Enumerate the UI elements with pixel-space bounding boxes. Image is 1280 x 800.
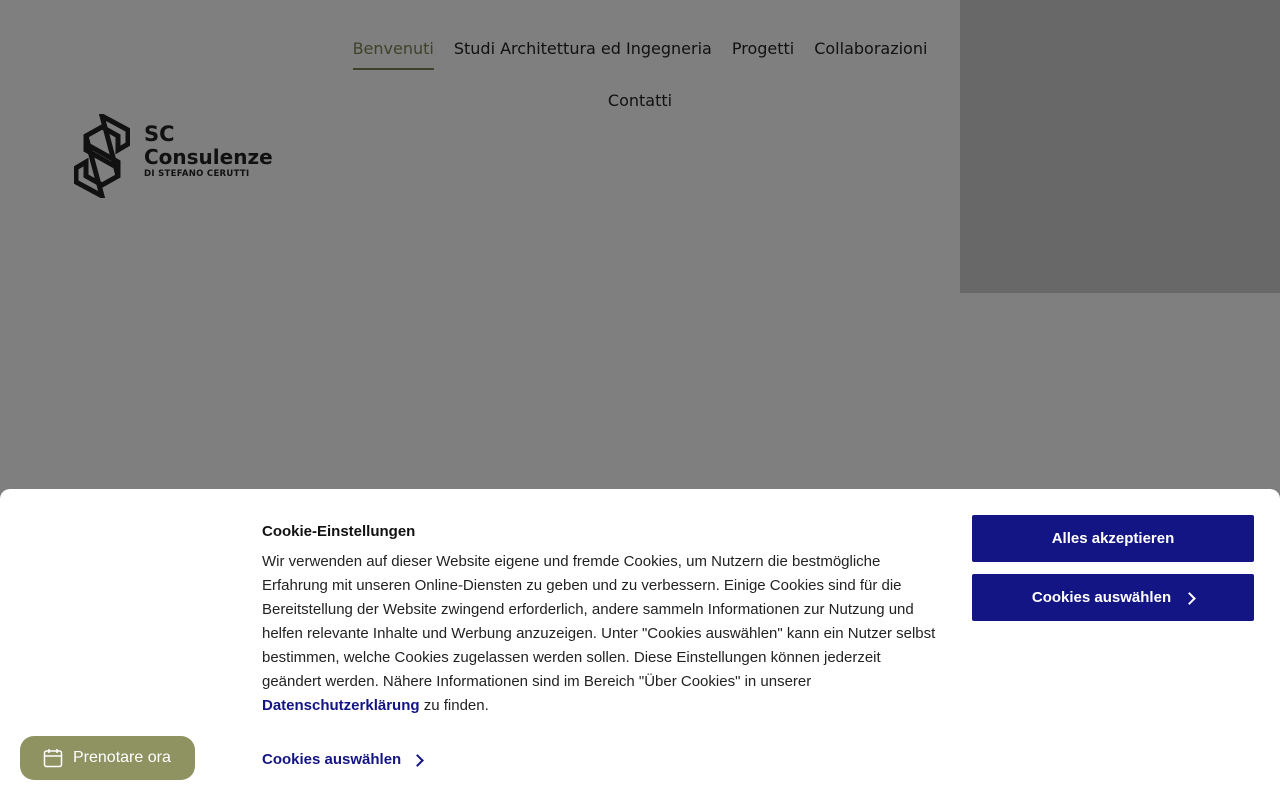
chevron-right-icon: [411, 754, 424, 767]
choose-cookies-label: Cookies auswählen: [1031, 589, 1172, 606]
choose-cookies-button[interactable]: [972, 574, 1254, 621]
select-cookies-link[interactable]: [262, 751, 422, 768]
cookie-body-text-end: zu finden.: [419, 697, 489, 714]
cookie-body: [262, 550, 942, 718]
select-cookies-link-label: Cookies auswählen: [262, 751, 402, 768]
accept-all-label: Alles akzeptieren: [1051, 530, 1175, 547]
chevron-right-icon: [1183, 592, 1196, 605]
calendar-icon: [43, 748, 63, 768]
book-now-button[interactable]: [20, 736, 195, 780]
privacy-policy-link[interactable]: Datenschutzerklärung: [262, 697, 420, 714]
cookie-title: Cookie-Einstellungen: [262, 523, 416, 540]
accept-all-button[interactable]: [972, 515, 1254, 562]
book-now-label: Prenotare ora: [73, 749, 171, 766]
cookie-body-text: Wir verwenden auf dieser Website eigene und fremde Cookies, um Nutzern die bestmögliche Erfahrung mit unseren Online-Diensten zu geben und zu verbessern. Einige Cookies sind für die Bereitstellung der Website zwingend erforderlich, andere sammeln Informationen zur Nutzung und helfen relevante Inhalte und Werbung anzuzeigen. Unter "Cookies auswählen" kann ein Nutzer selbst bestimmen, welche Cookies zugelassen werden sollen. Diese Einstellungen können jederzeit geändert werden. Nähere Informationen sind im Bereich "Über Cookies" in unserer: [262, 553, 936, 690]
